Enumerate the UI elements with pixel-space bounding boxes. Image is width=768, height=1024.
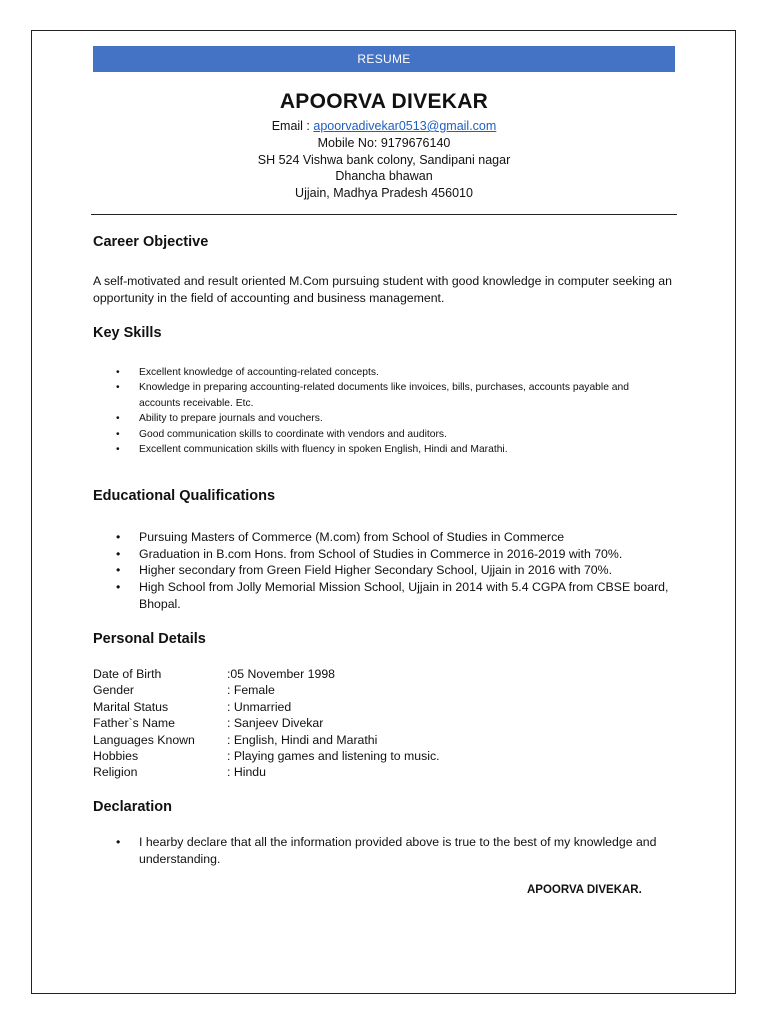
detail-row-languages [93, 732, 440, 748]
list-item [116, 834, 674, 867]
skill-text: Knowledge in preparing accounting-related documents like invoices, bills, purchases, accounts payable and accounts receivable. Etc. [139, 382, 629, 409]
detail-row-marital [93, 699, 440, 715]
bullet-icon: • [116, 546, 121, 561]
bullet-icon: • [116, 563, 121, 578]
detail-row-hobbies [93, 748, 440, 764]
bullet-icon: • [116, 530, 121, 544]
resume-banner: RESUME [93, 46, 675, 72]
detail-label: Father`s Name [93, 716, 176, 731]
detail-row-father [93, 715, 440, 731]
education-list [116, 529, 674, 613]
list-item [116, 380, 659, 411]
list-item [116, 427, 659, 442]
candidate-name: APOORVA DIVEKAR [279, 90, 489, 113]
detail-row-religion [93, 764, 440, 780]
declaration-list [116, 834, 674, 867]
detail-value: : Unmarried [227, 699, 292, 714]
list-item [116, 411, 659, 426]
education-text: Pursuing Masters of Commerce (M.com) from School of Studies in Commerce [139, 530, 565, 544]
detail-label: Date of Birth [93, 667, 162, 681]
detail-value: : Female [227, 683, 275, 698]
skill-text: Ability to prepare journals and vouchers. [139, 413, 323, 425]
detail-value: : Hindu [227, 765, 266, 780]
header-divider [91, 214, 677, 215]
address-line-2: Dhancha bhawan [335, 169, 433, 184]
list-item [116, 529, 674, 546]
email-line [93, 118, 675, 135]
skill-text: Good communication skills to coordinate with vendors and auditors. [139, 428, 447, 440]
list-item [116, 579, 674, 612]
email-link[interactable]: apoorvadivekar0513@gmail.com [313, 119, 497, 133]
bullet-icon: • [116, 444, 120, 456]
detail-row-gender [93, 682, 440, 698]
career-objective-heading: Career Objective [93, 234, 209, 250]
education-text: Graduation in B.com Hons. from School of Studies in Commerce in 2016-2019 with 70%. [139, 546, 623, 561]
bullet-icon: • [116, 428, 120, 440]
detail-value: : Sanjeev Divekar [227, 716, 324, 731]
education-heading: Educational Qualifications [93, 488, 276, 504]
skill-text: Excellent knowledge of accounting-related concepts. [139, 367, 379, 378]
detail-label: Languages Known [93, 732, 195, 747]
detail-label: Marital Status [93, 699, 169, 714]
address-line-1: SH 524 Vishwa bank colony, Sandipani nagar [257, 152, 511, 167]
detail-label: Hobbies [93, 749, 139, 764]
personal-details-table [93, 666, 440, 781]
key-skills-heading: Key Skills [93, 325, 162, 341]
list-item [116, 365, 659, 380]
key-skills-list [116, 365, 659, 457]
bullet-icon: • [116, 382, 120, 394]
personal-details-heading: Personal Details [93, 631, 206, 647]
detail-label: Gender [93, 683, 135, 698]
detail-value: : Playing games and listening to music. [227, 749, 440, 764]
list-item [116, 562, 674, 579]
bullet-icon: • [116, 367, 120, 378]
detail-row-dob [93, 666, 440, 682]
resume-header [93, 90, 675, 202]
list-item [116, 546, 674, 563]
career-objective-text: A self-motivated and result oriented M.Com pursuing student with good knowledge in computer seeking an opportunity in the field of accounting and business management. [93, 274, 672, 305]
address-line-3: Ujjain, Madhya Pradesh 456010 [295, 186, 473, 201]
education-text: High School from Jolly Memorial Mission School, Ujjain in 2014 with 5.4 CGPA from CBSE board, Bhopal. [139, 580, 669, 611]
bullet-icon: • [116, 835, 121, 849]
declaration-text: I hearby declare that all the information provided above is true to the best of my knowledge and understanding. [139, 835, 657, 866]
bullet-icon: • [116, 413, 120, 425]
email-label: Email : [271, 119, 314, 133]
education-text: Higher secondary from Green Field Higher Secondary School, Ujjain in 2016 with 70%. [139, 563, 612, 578]
detail-value: : English, Hindi and Marathi [227, 732, 378, 747]
skill-text: Excellent communication skills with fluency in spoken English, Hindi and Marathi. [139, 444, 508, 456]
detail-value: :05 November 1998 [227, 667, 336, 681]
signature-name: APOORVA DIVEKAR. [527, 884, 642, 896]
mobile-line: Mobile No: 9179676140 [317, 135, 451, 150]
bullet-icon: • [116, 580, 121, 595]
detail-label: Religion [93, 765, 138, 780]
declaration-heading: Declaration [93, 799, 172, 815]
list-item [116, 442, 659, 457]
